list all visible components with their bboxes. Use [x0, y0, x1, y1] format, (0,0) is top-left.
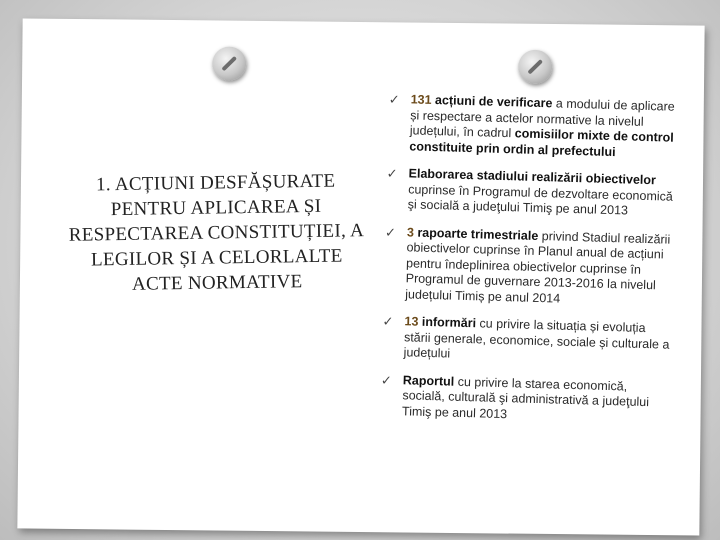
item-text: cu privire la starea economică, socială, culturală şi administrativă a judeţului Timiş pe anul 2013 [401, 374, 650, 421]
list-item [386, 166, 679, 221]
item-bold: acțiuni de verificare [431, 92, 553, 111]
item-text: cu privire la situația și evoluția stării generale, economice, sociale și culturale a județului [403, 316, 670, 361]
pushpin-icon [212, 46, 246, 80]
actions-list [379, 92, 680, 439]
list-item [381, 314, 674, 369]
pushpin-icon [518, 50, 552, 84]
item-bold-2: comisiilor mixte de control constituite prin ordin al prefectului [409, 126, 674, 159]
item-count: 13 [404, 314, 419, 329]
paper-sheet [17, 18, 704, 535]
item-bold: rapoarte trimestriale [413, 225, 539, 243]
item-text: privind Stadiul realizării obiectivelor cuprinse în Planul anual de acțiuni pentru îndeplinirea obiectivelor cuprinse în Programul de guvernare 2013-2016 la nivelul județului Timiș pe anul 2014 [405, 228, 671, 306]
list-item [380, 372, 673, 427]
checkmark-icon: ✓ [388, 91, 400, 108]
item-text: cuprinse în Programul de dezvoltare economică şi socială a judeţului Timiş pe anul 2013 [407, 181, 674, 218]
checkmark-icon: ✓ [384, 224, 397, 240]
item-text: a modului de aplicare și respectare a actelor normative la nivelul județului, în cadrul [409, 96, 675, 141]
list-item [383, 224, 677, 310]
checkmark-icon: ✓ [382, 313, 394, 329]
item-count: 131 [410, 92, 432, 107]
checkmark-icon: ✓ [380, 372, 392, 388]
section-number: 1. [95, 174, 112, 196]
item-count: 3 [406, 224, 415, 240]
item-bold: informări [418, 314, 477, 331]
list-item [387, 92, 681, 162]
section-title [65, 168, 367, 298]
section-title-text: ACȚIUNI DESFĂȘURATE PENTRU APLICAREA ȘI RESPECTAREA CONSTITUȚIEI, A LEGILOR ȘI A CELORLALTE ACTE NORMATIVE [68, 170, 365, 295]
item-bold: Raportul [402, 372, 455, 389]
item-bold: Elaborarea stadiului realizării obiectivelor [408, 166, 657, 188]
checkmark-icon: ✓ [386, 165, 398, 182]
